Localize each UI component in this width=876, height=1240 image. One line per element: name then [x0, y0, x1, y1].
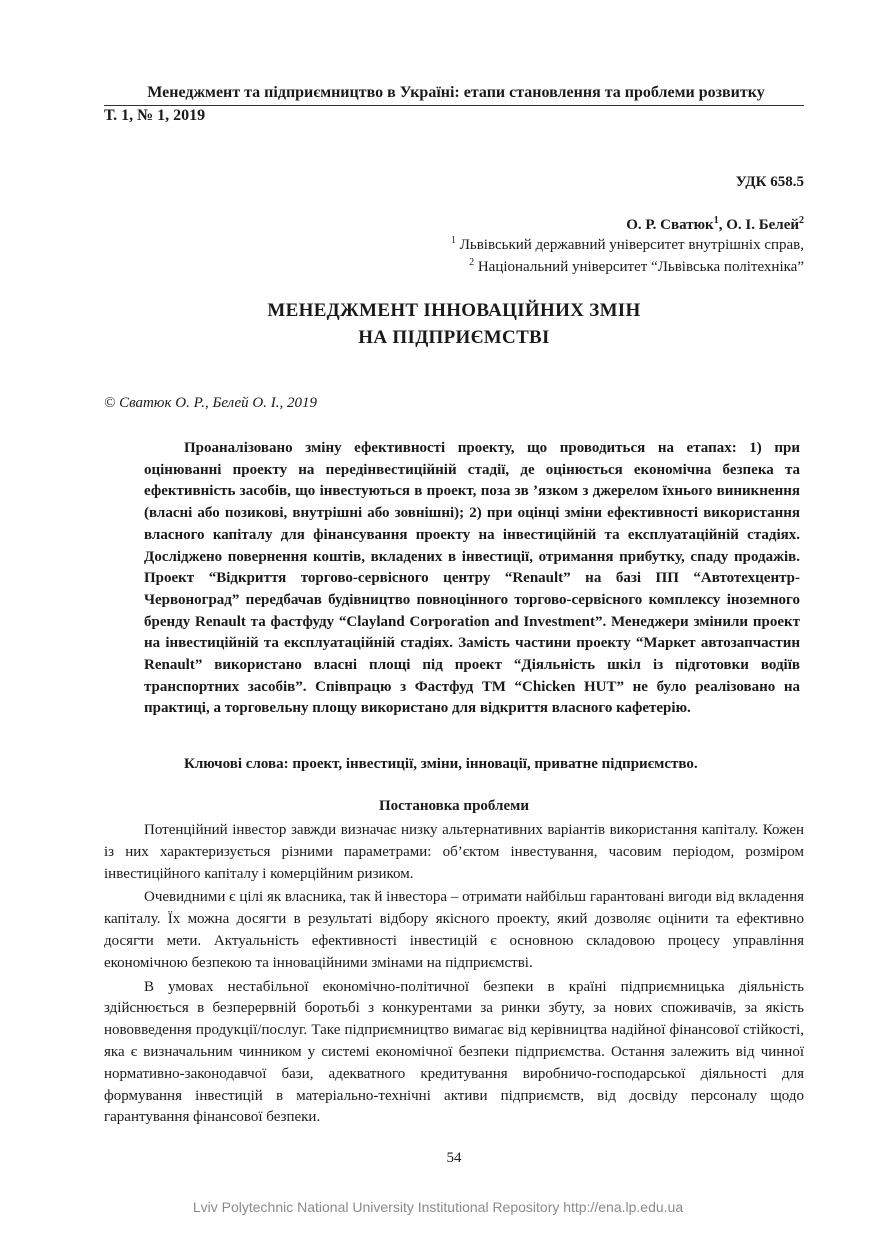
author-name: О. Р. Сватюк: [626, 217, 714, 233]
article-title-line-1: МЕНЕДЖМЕНТ ІННОВАЦІЙНИХ ЗМІН: [267, 300, 641, 321]
body-paragraph: Потенційний інвестор завжди визначає низку альтернативних варіантів використання капіталу. Кожен із них характеризується різними параметрами: об’єктом інвестування, часовим періодом, розміром інвестиційного капіталу і комерційним ризиком.: [104, 822, 804, 882]
author-superscript: 1: [713, 215, 719, 226]
article-title-line-2: НА ПІДПРИЄМСТВІ: [358, 327, 550, 348]
section-heading: Постановка проблеми: [379, 798, 529, 814]
header-divider: [104, 105, 804, 106]
page-number: 54: [446, 1150, 462, 1166]
affiliation-1: [451, 235, 804, 254]
keywords: Ключові слова: проект, інвестиції, зміни, інновації, приватне підприємство.: [184, 756, 698, 772]
abstract: Проаналізовано зміну ефективності проекту, що проводиться на етапах: 1) при оцінюванні проекту на передінвестиційній стадії, де оцінюється економічна безпека та ефективність засобів, що інвестуються в проект, поза зв ’язком з джерелом їхнього виникнення (власні або позикові, внутрішні або зовнішні); 2) при оцінці зміни ефективності використання власного капіталу для фінансування проекту на інвестиційній та експлуатаційній стадіях. Досліджено повернення коштів, вкладених в інвестиції, отримання прибутку, спаду продажів. Проект “Відкриття торгово-сервісного центру “Renault” на базі ПП “Автотехцентр-Червоноград” передбачав будівництво повноцінного торгово-сервісного комплексу іноземного бренду Renault та фастфуду “Clayland Corporation and Investment”. Менеджери змінили проект на інвестиційній та експлуатаційній стадіях. Замість частини проекту “Маркет автозапчастин Renault” використано власні площі під проект “Діяльність шкіл із підготовки водіїв транспортних засобів”. Співпрацю з Фастфуд ТМ “Chicken HUT” не було реалізовано на практиці, а торговельну площу використано для відкриття власного кафетерію.: [144, 440, 800, 717]
affiliation-2: [469, 257, 804, 276]
affiliation-text: Львівський державний університет внутрішніх справ,: [459, 237, 804, 253]
authors: [626, 215, 804, 234]
udc-code: УДК 658.5: [735, 174, 804, 190]
body-paragraph: В умовах нестабільної економічно-політичної безпеки в країні підприємницька діяльність здійснюється в безперервній боротьбі з конкурентами за ринки збуту, за нових споживачів, за якість нововведення продукції/послуг. Таке підприємництво вимагає від керівництва надійної фінансової стійкості, яка є визначальним чинником у системі економічної безпеки підприємства. Остання залежить від чинної нормативно-законодавчої бази, адекватного кредитування виробничо-господарської діяльності для формування інвестицій в матеріально-технічні активи підприємств, від досвіду персоналу щодо гарантування фінансової безпеки.: [104, 978, 804, 1126]
author-superscript: 2: [799, 215, 804, 226]
affiliation-superscript: 1: [450, 235, 456, 246]
author-separator: ,: [718, 217, 727, 233]
copyright-notice: © Сватюк О. Р., Белей О. І., 2019: [104, 395, 318, 411]
repository-footer: Lviv Polytechnic National University Institutional Repository http://ena.lp.edu.ua: [192, 1199, 684, 1215]
author-name: О. І. Белей: [726, 217, 799, 233]
affiliation-text: Національний університет “Львівська політехніка”: [477, 259, 804, 275]
journal-title: Менеджмент та підприємництво в Україні: етапи становлення та проблеми розвитку: [147, 84, 765, 101]
section-body: [104, 820, 804, 1131]
issue-info: Т. 1, № 1, 2019: [104, 107, 206, 124]
body-paragraph: Очевидними є цілі як власника, так й інвестора – отримати найбільш гарантовані вигоди від вкладення капіталу. Їх можна досягти в результаті відбору якісного проекту, який дозволяє оцінити та ефективно досягти мети. Актуальність ефективності інвестицій є основною складовою процесу управління економічною безпекою та інноваційними змінами на підприємстві.: [104, 889, 804, 971]
affiliation-superscript: 2: [469, 257, 475, 268]
